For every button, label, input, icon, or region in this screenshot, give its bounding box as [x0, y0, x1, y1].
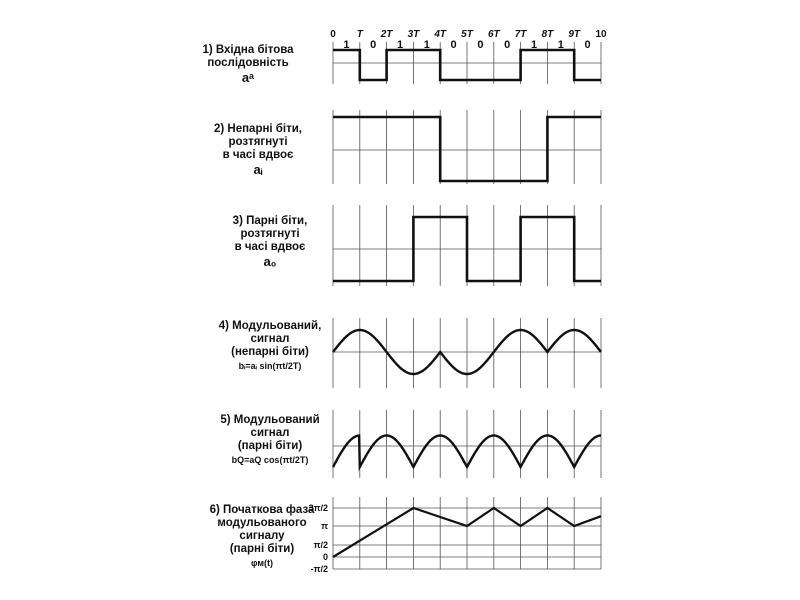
label-line: 6) Початкова фаза [209, 504, 315, 516]
label-line: (парні біти) [237, 440, 303, 452]
label-line: 3) Парні біти, [232, 215, 308, 227]
phase-tick-label: π/2 [313, 540, 328, 550]
phase-tick-label: π [321, 521, 328, 531]
time-tick-label: 5T [461, 29, 473, 40]
signal-symbol: aᵃ [241, 70, 255, 85]
label-line: (парні біти) [229, 543, 295, 555]
label-line: розтягнуті [240, 228, 300, 240]
signal-symbol: a₀ [263, 254, 277, 269]
bit-label: 1 [423, 39, 430, 51]
bit-label: 0 [370, 39, 377, 51]
signal-symbol: aᵢ [253, 162, 263, 177]
bit-label: 1 [396, 39, 404, 51]
panel-4-label [195, 320, 345, 373]
label-line: 2) Непарні біти, [213, 123, 303, 135]
signal-formula: bᵢ=aᵢ sin(πt/2T) [238, 361, 302, 371]
panel-6-label [187, 504, 337, 570]
label-line: послідовність [207, 57, 289, 69]
signal-formula: φм(t) [250, 558, 274, 568]
phase-tick-label: 0 [322, 552, 328, 562]
bit-label: 0 [477, 39, 484, 51]
bit-label: 0 [450, 39, 457, 51]
bit-label: 0 [584, 39, 591, 51]
time-tick-label: 7T [514, 29, 527, 40]
panel-3-label [195, 215, 345, 268]
time-tick-label: 2T [380, 29, 393, 40]
label-line: розтягнуті [228, 136, 288, 148]
bit-label: 0 [504, 39, 511, 51]
label-line: в часі вдвоє [234, 241, 306, 253]
panel-2-grid [333, 110, 601, 184]
panel-5-label [195, 414, 345, 467]
label-line: сигнал [250, 333, 290, 345]
label-line: 4) Модульований, [218, 320, 322, 332]
time-tick-label: 8T [541, 29, 554, 40]
bit-label: 1 [530, 39, 538, 51]
time-tick-label: 0 [330, 29, 336, 40]
panel-1-label [173, 44, 323, 84]
time-tick-label: 4T [434, 29, 447, 40]
label-line: сигнал [250, 427, 290, 439]
time-tick-label: T [356, 29, 363, 40]
phase-tick-label: 3π/2 [308, 503, 328, 513]
label-line: 1) Вхідна бітова [202, 44, 294, 56]
label-line: 5) Модульований [220, 414, 320, 426]
label-line: модульованого [217, 517, 307, 529]
time-tick-label: 6T [487, 29, 500, 40]
bit-label: 1 [557, 39, 564, 51]
signal-formula: bQ=aQ cos(πt/2T) [231, 455, 309, 465]
phase-tick-label: -π/2 [310, 564, 328, 574]
panel-2-label [183, 123, 333, 176]
panel-4-grid [333, 318, 601, 388]
label-line: в часі вдвоє [222, 149, 294, 161]
label-line: сигналу [239, 530, 285, 542]
label-line: (непарні біти) [231, 346, 309, 358]
time-tick-label: 3T [407, 29, 420, 40]
time-tick-label: 9T [568, 29, 581, 40]
time-tick-label: 10 [595, 29, 607, 40]
bit-label: 1 [343, 39, 350, 51]
